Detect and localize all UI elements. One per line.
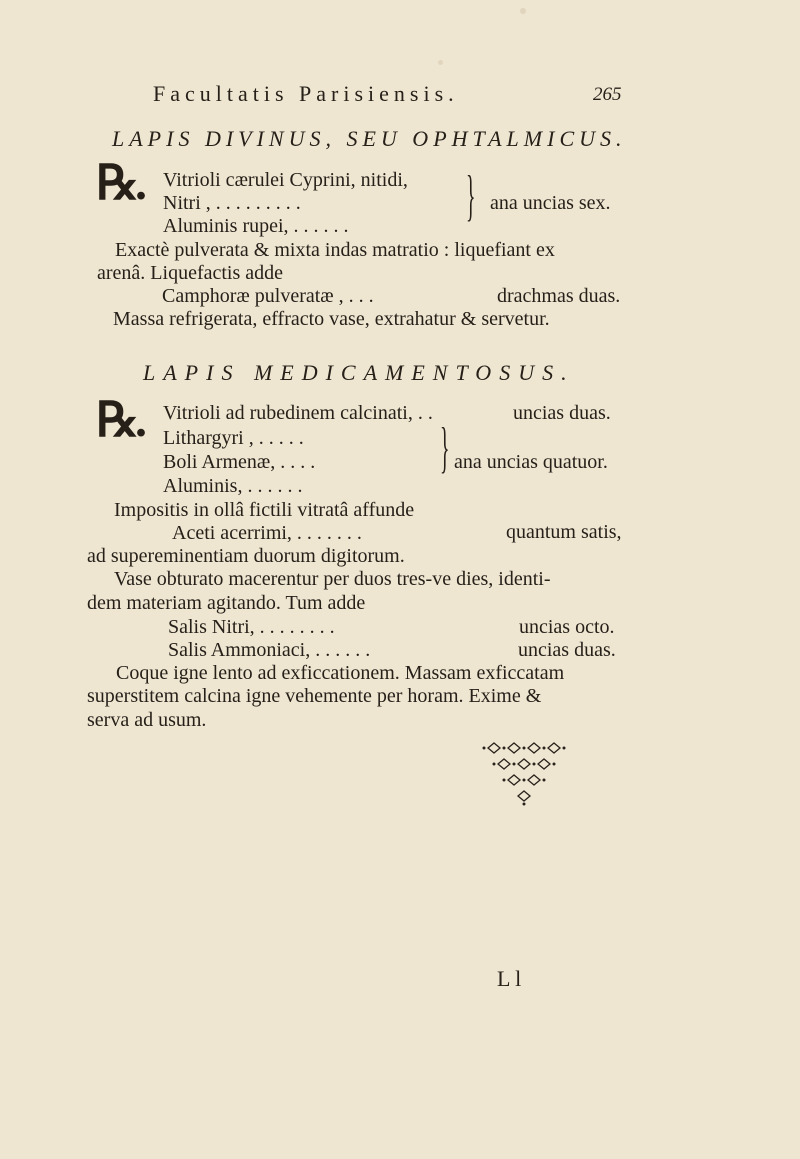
ingredient-line: Camphoræ pulveratæ , . . . xyxy=(162,285,374,307)
instruction-line: superstitem calcina igne vehemente per horam. Exime & xyxy=(87,685,542,707)
paper-spot xyxy=(520,8,526,14)
ingredient-line: Salis Ammoniaci, . . . . . . xyxy=(168,639,371,661)
brace-symbol: } xyxy=(466,165,476,227)
recipe-symbol: ℞. xyxy=(96,394,144,447)
section-title-lapis-divinus: LAPIS DIVINUS, SEU OPHTALMICUS. xyxy=(112,126,627,151)
instruction-line: Impositis in ollâ fictili vitratâ affunde xyxy=(114,499,415,521)
recipe-symbol: ℞. xyxy=(96,157,144,210)
instruction-line: Coque igne lento ad exficcationem. Massam exficcatam xyxy=(116,662,565,684)
instruction-line: Vase obturato macerentur per duos tres-ve dies, identi- xyxy=(114,568,551,590)
ingredient-line: Vitrioli cærulei Cyprini, nitidi, xyxy=(163,169,408,191)
ingredient-line: Boli Armenæ, . . . . xyxy=(163,451,316,473)
dose-label: uncias duas. xyxy=(513,402,611,424)
ingredient-line: Lithargyri , . . . . . xyxy=(163,427,304,449)
dose-label: ana uncias sex. xyxy=(490,192,611,214)
dose-label: quantum satis, xyxy=(506,521,622,543)
tailpiece-ornament-icon xyxy=(480,740,590,810)
ingredient-line: Salis Nitri, . . . . . . . . xyxy=(168,616,335,638)
dose-label: uncias duas. xyxy=(518,639,616,661)
instruction-line: arenâ. Liquefactis adde xyxy=(97,262,284,284)
running-head: Facultatis Parisiensis. xyxy=(153,81,459,106)
ingredient-line: Aceti acerrimi, . . . . . . . xyxy=(172,522,362,544)
ingredient-line: Nitri , . . . . . . . . . xyxy=(163,192,301,214)
instruction-line: Massa refrigerata, effracto vase, extrahatur & servetur. xyxy=(113,308,550,330)
dose-label: drachmas duas. xyxy=(497,285,621,307)
dose-label: ana uncias quatuor. xyxy=(454,451,608,473)
signature-mark: L l xyxy=(497,966,522,991)
section-title-lapis-medicamentosus: LAPIS MEDICAMENTOSUS. xyxy=(143,360,575,385)
paper-spot xyxy=(438,60,443,65)
ingredient-line: Vitrioli ad rubedinem calcinati, . . xyxy=(163,402,433,424)
instruction-line: serva ad usum. xyxy=(87,709,207,731)
ingredient-line: Aluminis rupei, . . . . . . xyxy=(163,215,349,237)
page-number: 265 xyxy=(593,84,622,105)
ingredient-line: Aluminis, . . . . . . xyxy=(163,475,303,497)
instruction-line: Exactè pulverata & mixta indas matratio : liquefiant ex xyxy=(115,239,555,261)
dose-label: uncias octo. xyxy=(519,616,615,638)
brace-symbol: } xyxy=(440,417,450,479)
instruction-line: dem materiam agitando. Tum adde xyxy=(87,592,366,614)
instruction-line: ad supereminentiam duorum digitorum. xyxy=(87,545,405,567)
